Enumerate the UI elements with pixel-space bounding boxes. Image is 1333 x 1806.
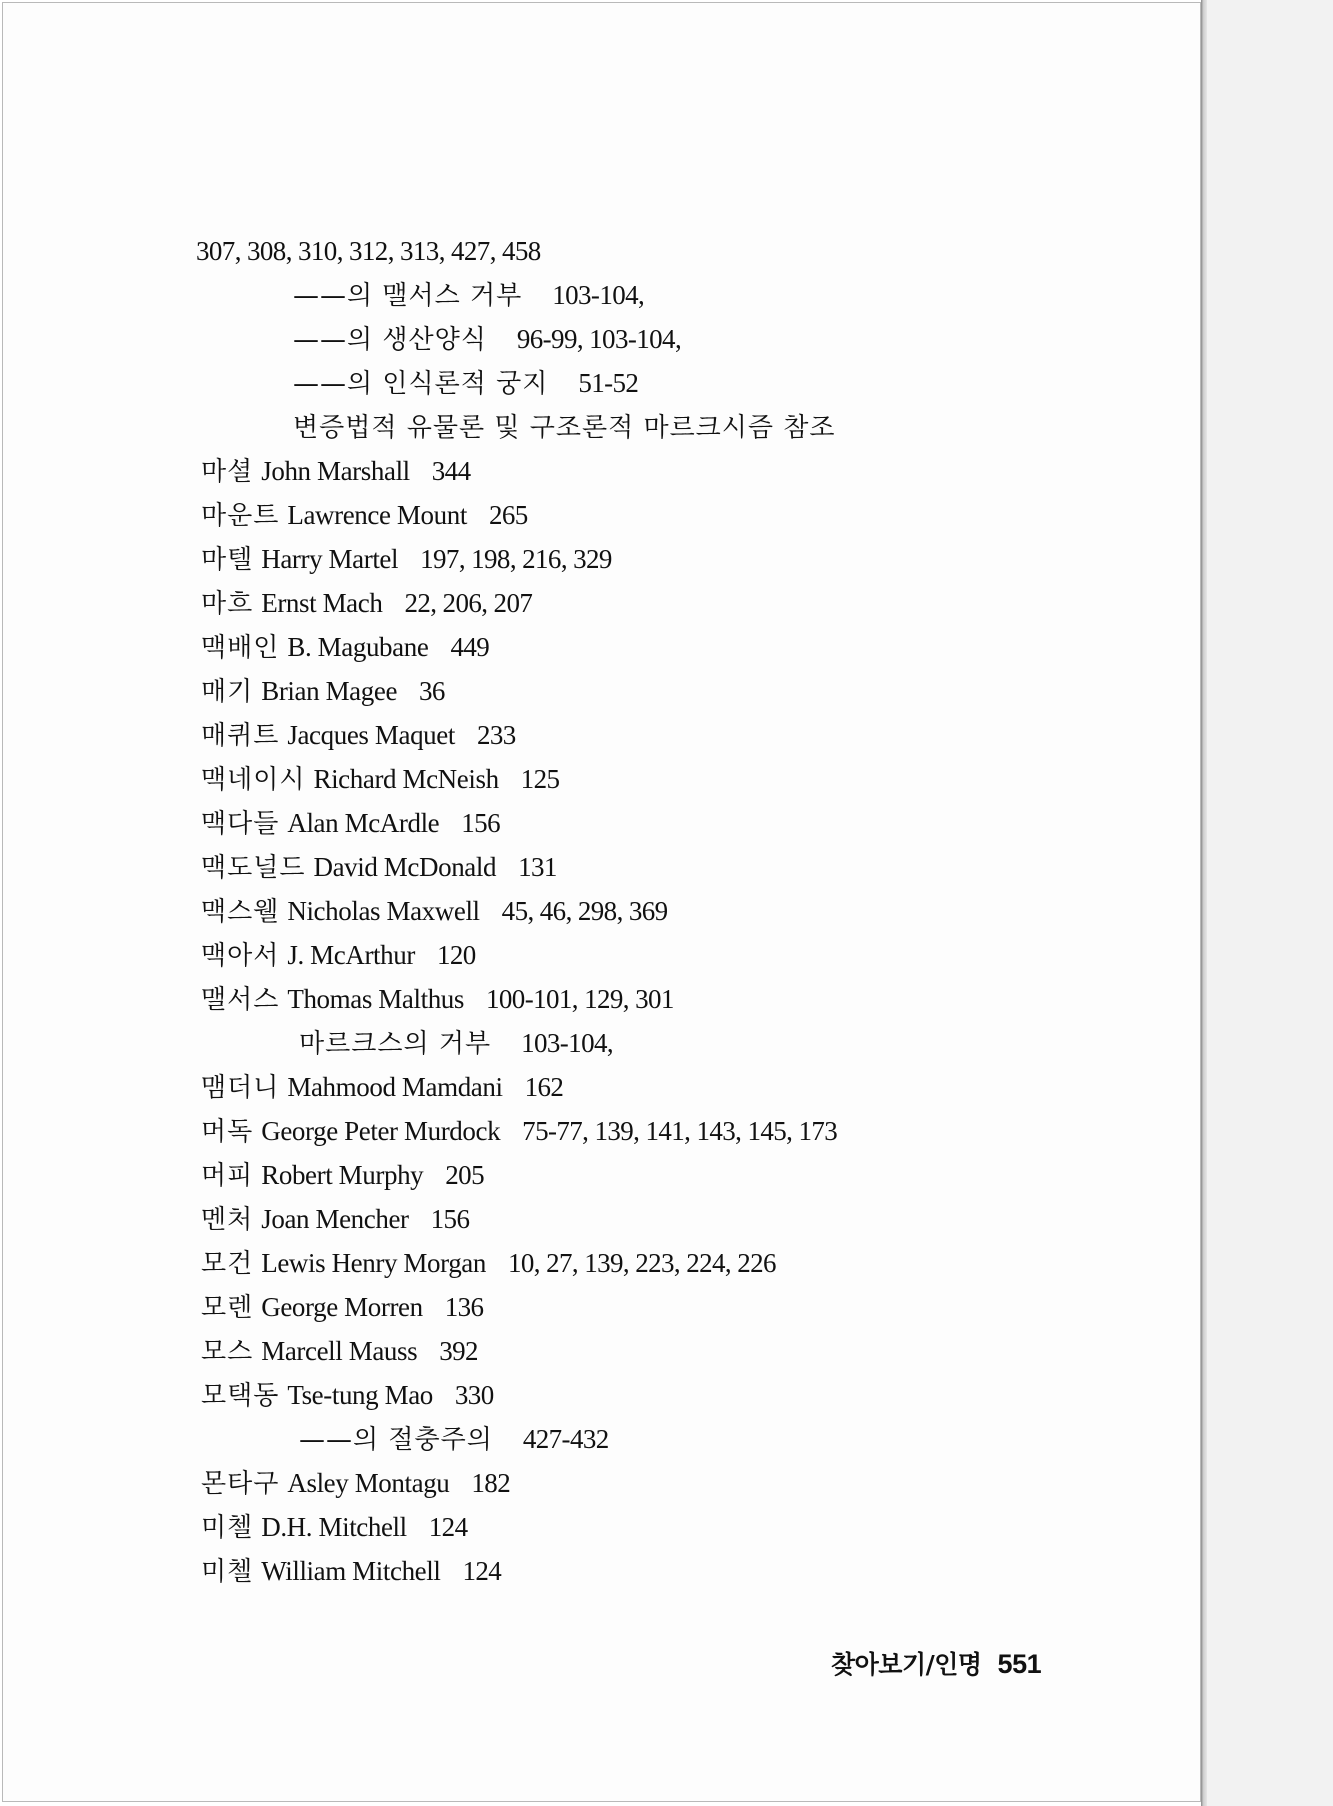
entry-korean: 맥아서 (201, 941, 280, 971)
entry-korean: 미첼 (201, 1557, 254, 1587)
index-entry (201, 1291, 483, 1324)
index-entry (201, 499, 528, 532)
entry-english: Thomas Malthus (287, 984, 464, 1014)
entry-pages: 205 (445, 1160, 484, 1190)
entry-english: Lewis Henry Morgan (261, 1248, 486, 1278)
index-subentry (293, 367, 638, 400)
entry-korean: 매기 (201, 677, 254, 707)
entry-pages: 125 (520, 764, 560, 794)
entry-korean: 마운트 (201, 501, 280, 531)
entry-korean: 맥도널드 (201, 853, 306, 883)
entry-english: Harry Martel (261, 544, 399, 574)
entry-korean: 모스 (201, 1337, 254, 1367)
index-entry (201, 851, 557, 884)
entry-korean: 머독 (201, 1117, 254, 1147)
index-entry (201, 719, 516, 752)
entry-english: J. McArthur (287, 940, 415, 970)
entry-pages: 100-101, 129, 301 (486, 984, 674, 1014)
entry-pages: 162 (524, 1072, 564, 1102)
entry-pages: 449 (450, 632, 490, 662)
entry-english: Richard McNeish (313, 764, 499, 794)
entry-korean: 마셜 (201, 457, 254, 487)
entry-korean: 맬서스 (201, 985, 280, 1015)
index-cross-reference (293, 411, 866, 444)
entry-english: William Mitchell (261, 1556, 441, 1586)
entry-english: Jacques Maquet (287, 720, 455, 750)
index-entry (201, 1555, 501, 1588)
entry-korean: 머피 (201, 1161, 254, 1191)
entry-pages: 75-77, 139, 141, 143, 145, 173 (522, 1116, 838, 1146)
entry-english: Ernst Mach (261, 588, 383, 618)
entry-korean: 모택동 (201, 1381, 280, 1411)
entry-pages: 427-432 (522, 1424, 609, 1454)
index-entry (201, 1071, 563, 1104)
entry-korean: 마텔 (201, 545, 254, 575)
entry-pages: 36 (419, 676, 445, 706)
entry-pages: 392 (439, 1336, 478, 1366)
entry-english: George Peter Murdock (261, 1116, 501, 1146)
entry-english: B. Magubane (287, 632, 429, 662)
entry-korean: 맥네이시 (201, 765, 306, 795)
index-entry (201, 587, 532, 620)
entry-korean: 매퀴트 (201, 721, 280, 751)
entry-english: David McDonald (313, 852, 497, 882)
entry-korean: ——의 생산양식 (293, 325, 487, 355)
entry-pages: 344 (431, 456, 471, 486)
entry-english: D.H. Mitchell (261, 1512, 407, 1542)
index-entry (201, 1467, 510, 1500)
entry-english: John Marshall (261, 456, 410, 486)
entry-korean: 변증법적 유물론 및 구조론적 마르크시즘 참조 (293, 413, 836, 443)
entry-korean: 마르크스의 거부 (299, 1029, 492, 1059)
entry-pages: 45, 46, 298, 369 (501, 896, 668, 926)
entry-korean: 마흐 (201, 589, 254, 619)
index-entry (201, 455, 470, 488)
index-subentry (299, 1027, 613, 1060)
entry-english: Tse-tung Mao (287, 1380, 433, 1410)
entry-pages: 22, 206, 207 (404, 588, 533, 618)
entry-pages: 103-104, (521, 1028, 614, 1058)
entry-korean: 모렌 (201, 1293, 254, 1323)
viewer-margin (1207, 0, 1333, 1806)
entry-pages: 233 (476, 720, 516, 750)
index-entry (201, 807, 500, 840)
index-entry (201, 939, 476, 972)
entry-pages: 197, 198, 216, 329 (420, 544, 612, 574)
entry-pages: 156 (461, 808, 500, 838)
running-footer (831, 1645, 1041, 1681)
entry-korean: 맥다들 (201, 809, 280, 839)
entry-english: Joan Mencher (261, 1204, 409, 1234)
index-entry (201, 983, 674, 1016)
entry-pages: 136 (444, 1292, 484, 1322)
entry-english: Alan McArdle (287, 808, 440, 838)
entry-pages: 330 (454, 1380, 494, 1410)
book-page (2, 2, 1201, 1802)
entry-english: Brian Magee (261, 676, 398, 706)
index-entry (201, 1247, 776, 1280)
entry-pages: 10, 27, 139, 223, 224, 226 (508, 1248, 776, 1278)
index-subentry (293, 323, 681, 356)
entry-pages: 124 (462, 1556, 502, 1586)
entry-korean: 멘처 (201, 1205, 254, 1235)
entry-english: Robert Murphy (261, 1160, 424, 1190)
footer-section-title: 찾아보기/인명 (831, 1650, 982, 1679)
index-entry (201, 543, 612, 576)
entry-korean: ——의 절충주의 (299, 1425, 493, 1455)
entry-korean: 몬타구 (201, 1469, 280, 1499)
entry-korean: 미첼 (201, 1513, 254, 1543)
index-subentry (293, 279, 644, 312)
index-entry (201, 763, 559, 796)
index-entry (201, 1511, 467, 1544)
entry-korean: 맥스웰 (201, 897, 280, 927)
index-entry (201, 631, 489, 664)
entry-english: Asley Montagu (287, 1468, 450, 1498)
index-entry (201, 1379, 494, 1412)
index-subentry (299, 1423, 609, 1456)
entry-korean: 모건 (201, 1249, 254, 1279)
entry-pages: 51-52 (578, 368, 639, 398)
entry-english: Lawrence Mount (287, 500, 467, 530)
entry-pages: 156 (430, 1204, 470, 1234)
entry-english: Nicholas Maxwell (287, 896, 480, 926)
entry-korean: 맥배인 (201, 633, 280, 663)
entry-english: Marcell Mauss (261, 1336, 418, 1366)
entry-pages: 131 (518, 852, 557, 882)
entry-korean: ——의 맬서스 거부 (293, 281, 523, 311)
index-entry (201, 895, 668, 928)
entry-english: Mahmood Mamdani (287, 1072, 503, 1102)
entry-english: George Morren (261, 1292, 423, 1322)
index-entry (166, 235, 541, 268)
entry-korean: 맴더니 (201, 1073, 280, 1103)
index-entry (201, 1203, 469, 1236)
entry-pages: 103-104, (552, 280, 645, 310)
entry-pages: 124 (428, 1512, 468, 1542)
entry-pages: 265 (488, 500, 528, 530)
entry-korean: ——의 인식론적 궁지 (293, 369, 549, 399)
entry-pages: 96-99, 103-104, (516, 324, 682, 354)
entry-pages: 182 (471, 1468, 511, 1498)
index-entry (201, 1335, 478, 1368)
index-entry (201, 1159, 484, 1192)
index-entry (201, 1115, 837, 1148)
entry-pages: 120 (436, 940, 476, 970)
index-entry (201, 675, 445, 708)
entry-pages: 307, 308, 310, 312, 313, 427, 458 (196, 236, 541, 266)
page-number: 551 (997, 1649, 1042, 1679)
